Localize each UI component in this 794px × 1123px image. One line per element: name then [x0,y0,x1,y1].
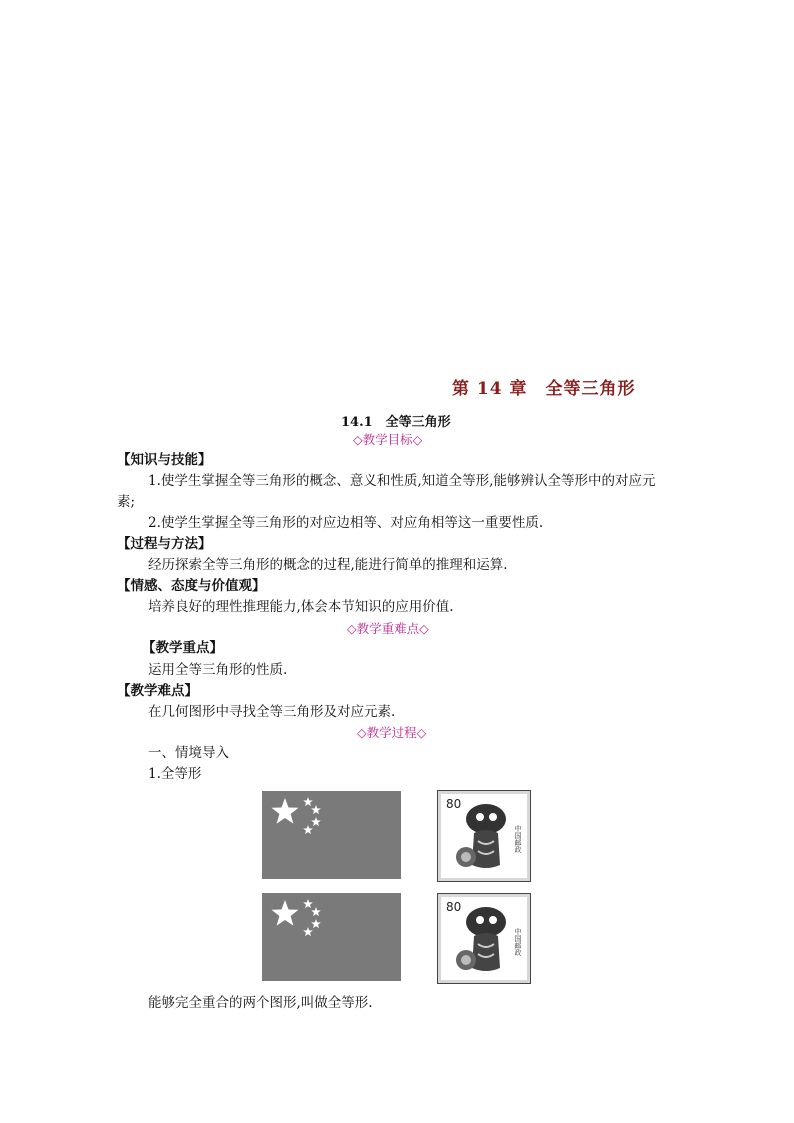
knowledge-label: 【知识与技能】 [117,452,212,468]
dog-stamp-icon [438,791,530,881]
stamp-value: 80 [446,797,462,811]
stamp-value: 80 [446,900,462,914]
emotion-label: 【情感、态度与价值观】 [117,578,266,594]
focus-label: 【教学重点】 [142,640,223,656]
section-title: 14.1 全等三角形 [341,415,451,430]
stamp-image-top [437,790,531,882]
intro-heading: 一、情境导入 [148,745,229,761]
star-flag-icon [262,791,401,879]
focus-text: 运用全等三角形的性质. [148,662,288,678]
process-heading: ◇教学过程◇ [357,725,427,740]
difficulty-label: 【教学难点】 [117,683,198,699]
key-points-heading: ◇教学重难点◇ [347,621,429,636]
star-flag-icon [262,893,401,981]
item-congruent-figures: 1.全等形 [148,766,202,782]
emotion-text: 培养良好的理性推理能力,体会本节知识的应用价值. [148,599,454,615]
congruent-definition: 能够完全重合的两个图形,叫做全等形. [148,995,373,1011]
flag-image-top [262,791,401,879]
dog-stamp-icon [438,894,530,983]
stamp-postal-text: 中国邮政 [514,928,522,956]
knowledge-item-1-cont: 素; [117,494,136,510]
knowledge-item-2: 2.使学生掌握全等三角形的对应边相等、对应角相等这一重要性质. [148,515,544,531]
flag-image-bottom [262,893,401,981]
knowledge-item-1: 1.使学生掌握全等三角形的概念、意义和性质,知道全等形,能够辨认全等形中的对应元 [148,473,656,489]
process-method-label: 【过程与方法】 [117,536,212,552]
chapter-title: 第 14 章 全等三角形 [452,379,636,399]
difficulty-text: 在几何图形中寻找全等三角形及对应元素. [148,704,396,720]
process-method-text: 经历探索全等三角形的概念的过程,能进行简单的推理和运算. [148,557,508,573]
stamp-postal-text: 中国邮政 [514,825,522,853]
stamp-image-bottom [437,893,531,984]
objectives-heading: ◇教学目标◇ [353,432,423,447]
